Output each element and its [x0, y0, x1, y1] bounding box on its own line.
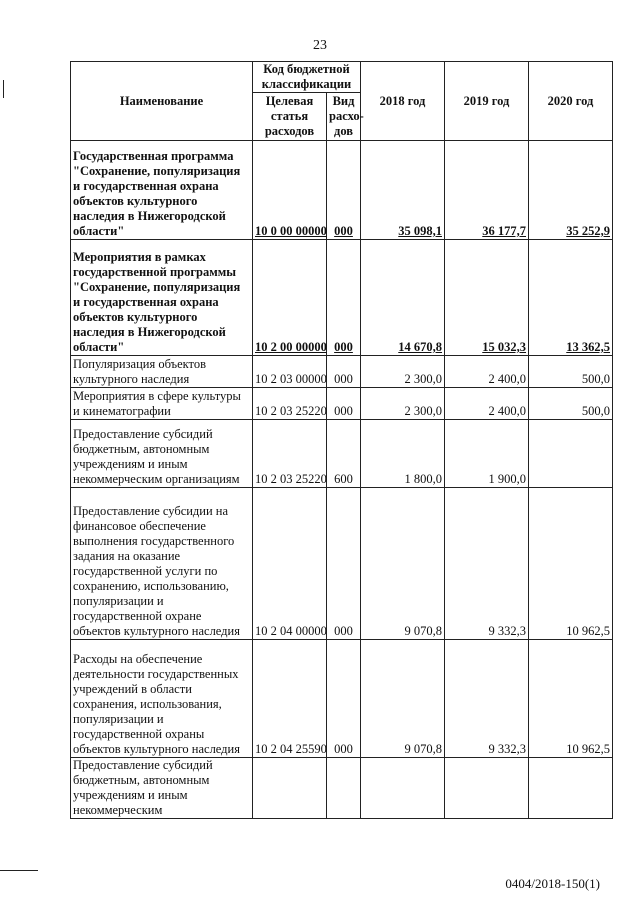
row-expense-kind: 000 [327, 356, 361, 388]
table-row [71, 420, 613, 488]
row-value-2018: 14 670,8 [361, 240, 445, 356]
row-name: Предоставление субсидий бюджетным, автономным учреждениям и иным некоммерческим [71, 758, 253, 819]
row-value-2018: 1 800,0 [361, 420, 445, 488]
table-row [71, 488, 613, 640]
row-value-2018 [361, 758, 445, 819]
row-target-code: 10 2 04 25590 [253, 640, 327, 758]
row-value-2019: 1 900,0 [445, 420, 529, 488]
budget-table [70, 61, 613, 819]
row-value-2020: 10 962,5 [529, 640, 613, 758]
row-value-2019: 36 177,7 [445, 141, 529, 240]
table-row [71, 388, 613, 420]
row-value-2019: 2 400,0 [445, 356, 529, 388]
row-value-2019: 2 400,0 [445, 388, 529, 420]
table-row [71, 640, 613, 758]
row-expense-kind: 600 [327, 420, 361, 488]
table-row [71, 240, 613, 356]
page-number: 23 [313, 38, 327, 53]
row-value-2020 [529, 758, 613, 819]
row-value-2020: 500,0 [529, 388, 613, 420]
row-target-code: 10 2 04 00000 [253, 488, 327, 640]
margin-mark [0, 870, 38, 871]
document-code: 0404/2018-150(1) [505, 876, 600, 891]
row-value-2018: 9 070,8 [361, 488, 445, 640]
row-value-2020: 35 252,9 [529, 141, 613, 240]
row-value-2020: 10 962,5 [529, 488, 613, 640]
row-target-code: 10 2 03 00000 [253, 356, 327, 388]
row-value-2019: 9 332,3 [445, 640, 529, 758]
row-value-2020 [529, 420, 613, 488]
row-name: Популяризация объектов культурного наследия [71, 356, 253, 388]
row-target-code: 10 0 00 00000 [253, 141, 327, 240]
row-name: Мероприятия в сфере культуры и кинематографии [71, 388, 253, 420]
header-name: Наименование [71, 62, 253, 141]
row-target-code: 10 2 03 25220 [253, 388, 327, 420]
row-target-code: 10 2 00 00000 [253, 240, 327, 356]
table-row [71, 356, 613, 388]
row-expense-kind: 000 [327, 240, 361, 356]
row-value-2018: 35 098,1 [361, 141, 445, 240]
row-value-2020: 13 362,5 [529, 240, 613, 356]
header-2018: 2018 год [361, 62, 445, 141]
row-value-2018: 9 070,8 [361, 640, 445, 758]
header-budget-code: Код бюджетной классификации [253, 62, 361, 93]
row-name: Предоставление субсидии на финансовое обеспечение выполнения государственного задания на оказание государственной услуги по сохранению, использованию, популяризации и государственной охране объектов культурного наследия [71, 488, 253, 640]
row-name: Мероприятия в рамках государственной программы "Сохранение, популяризация и государственная охрана объектов культурного наследия в Нижегородской области" [71, 240, 253, 356]
table-row [71, 758, 613, 819]
header-target-article: Целевая статья расходов [253, 93, 327, 141]
row-expense-kind: 000 [327, 141, 361, 240]
row-value-2018: 2 300,0 [361, 356, 445, 388]
row-name: Предоставление субсидий бюджетным, автономным учреждениям и иным некоммерческим организациям [71, 420, 253, 488]
table-row [71, 141, 613, 240]
row-value-2019 [445, 758, 529, 819]
row-value-2019: 9 332,3 [445, 488, 529, 640]
row-value-2020: 500,0 [529, 356, 613, 388]
margin-mark [3, 80, 4, 98]
row-value-2019: 15 032,3 [445, 240, 529, 356]
row-expense-kind: 000 [327, 640, 361, 758]
row-target-code: 10 2 03 25220 [253, 420, 327, 488]
row-name: Расходы на обеспечение деятельности государственных учреждений в области сохранения, использования, популяризации и государственной охраны объектов культурного наследия [71, 640, 253, 758]
row-expense-kind: 000 [327, 488, 361, 640]
header-expense-kind: Вид расхо-дов [327, 93, 361, 141]
header-2019: 2019 год [445, 62, 529, 141]
header-2020: 2020 год [529, 62, 613, 141]
row-value-2018: 2 300,0 [361, 388, 445, 420]
row-target-code [253, 758, 327, 819]
row-expense-kind [327, 758, 361, 819]
row-name: Государственная программа "Сохранение, популяризация и государственная охрана объектов культурного наследия в Нижегородской области" [71, 141, 253, 240]
row-expense-kind: 000 [327, 388, 361, 420]
